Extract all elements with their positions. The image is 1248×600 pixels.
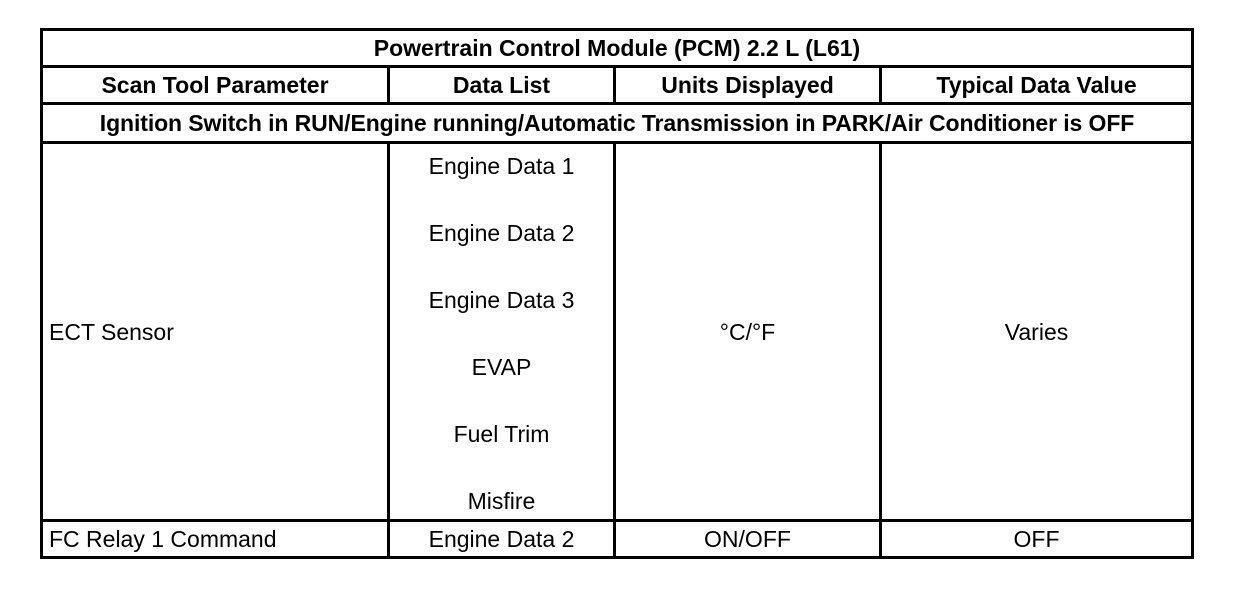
table-title-row [42,30,1193,67]
row-units: ON/OFF [615,521,881,558]
header-data-list: Data List [389,67,615,104]
table-row [42,521,1193,558]
table-row [42,143,1193,521]
data-list-item: Misfire [467,488,536,515]
row-data-list: Engine Data 2 [389,521,615,558]
operating-condition: Ignition Switch in RUN/Engine running/Automatic Transmission in PARK/Air Conditioner is OFF [42,104,1193,143]
header-typical-data-value: Typical Data Value [881,67,1193,104]
data-list-item: Engine Data 3 [428,286,575,313]
row-data-list [389,143,615,521]
data-list-item: Engine Data 1 [428,152,575,179]
header-scan-tool-parameter: Scan Tool Parameter [42,67,389,104]
row-typical-value: OFF [881,521,1193,558]
row-parameter: ECT Sensor [42,143,389,521]
header-units-displayed: Units Displayed [615,67,881,104]
table-title: Powertrain Control Module (PCM) 2.2 L (L61) [42,30,1193,67]
condition-row [42,104,1193,143]
row-units: °C/°F [615,143,881,521]
row-typical-value: Varies [881,143,1193,521]
pcm-data-table [40,28,1194,559]
data-list-item: Engine Data 2 [428,219,575,246]
row-parameter: FC Relay 1 Command [42,521,389,558]
data-list-stack [396,149,607,515]
table-header-row [42,67,1193,104]
data-list-item: Fuel Trim [453,421,550,448]
data-list-item: EVAP [471,354,532,381]
